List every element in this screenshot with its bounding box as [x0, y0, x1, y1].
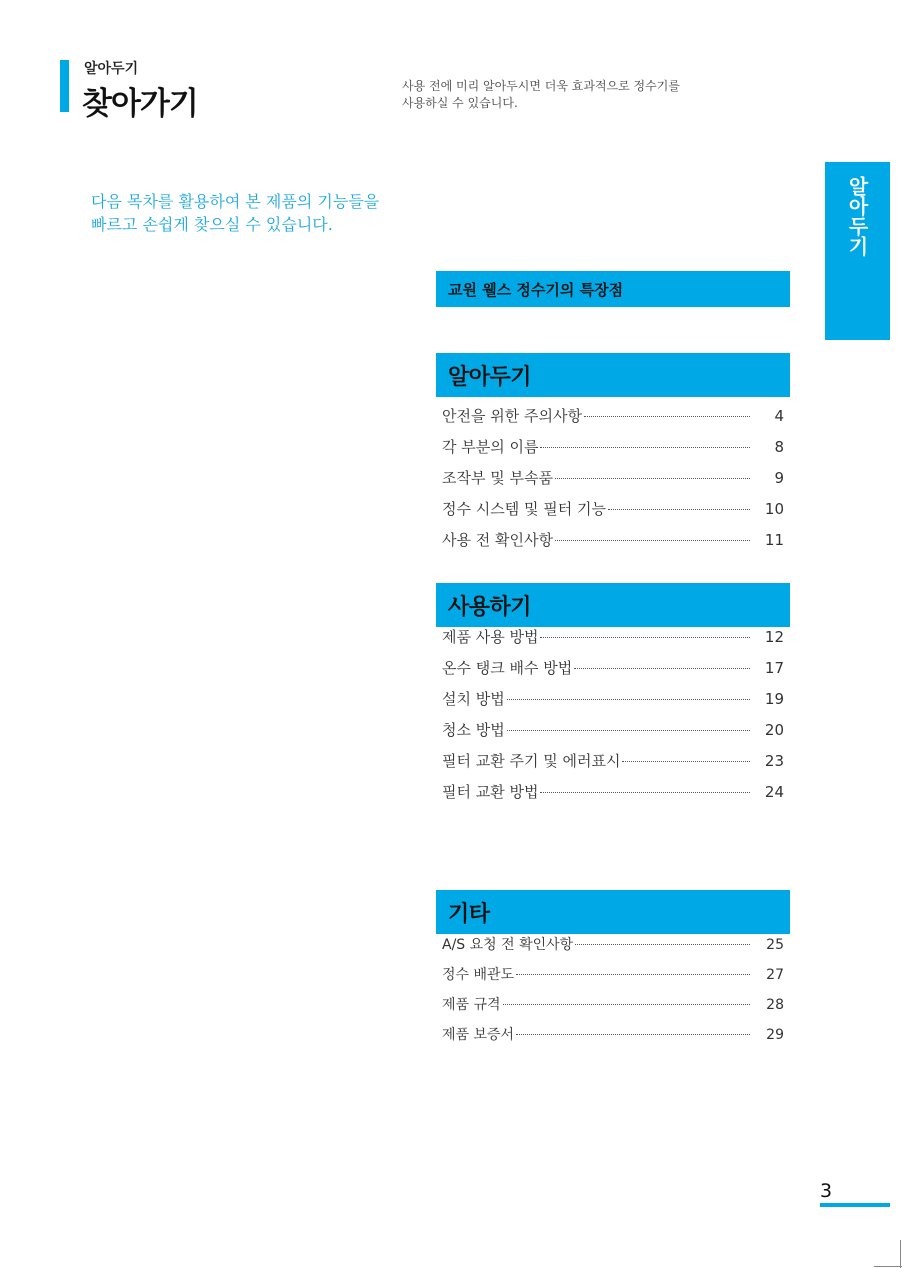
toc-leader-dots	[503, 1004, 750, 1005]
toc-item-label: A/S 요청 전 확인사항	[442, 937, 574, 953]
toc-item[interactable]	[442, 657, 784, 688]
toc-item-page: 24	[764, 783, 784, 801]
toc-item-page: 17	[764, 659, 784, 677]
toc-leader-dots	[608, 509, 750, 510]
toc-item[interactable]	[442, 688, 784, 719]
toc-leader-dots	[622, 761, 750, 762]
toc-item[interactable]	[442, 781, 784, 812]
toc-item[interactable]	[442, 994, 784, 1024]
toc-item[interactable]	[442, 405, 784, 436]
side-tab[interactable]	[825, 162, 890, 340]
header-description-line: 사용 전에 미리 알아두시면 더욱 효과적으로 정수기를	[402, 79, 680, 93]
toc-leader-dots	[555, 478, 750, 479]
toc-item-label: 제품 보증서	[442, 1027, 515, 1043]
toc-item[interactable]	[442, 934, 784, 964]
features-heading-label: 교원 웰스 정수기의 특장점	[448, 280, 624, 299]
intro-text	[91, 190, 379, 236]
toc-item-page: 12	[764, 628, 784, 646]
toc-item[interactable]	[442, 626, 784, 657]
toc-item-page: 9	[774, 469, 784, 487]
section-heading-etc[interactable]	[436, 890, 790, 934]
toc-item-label: 정수 배관도	[442, 967, 515, 983]
toc-leader-dots	[584, 416, 750, 417]
page-number: 3	[820, 1180, 833, 1202]
toc-item[interactable]	[442, 467, 784, 498]
toc-item[interactable]	[442, 719, 784, 750]
toc-item[interactable]	[442, 529, 784, 560]
toc-item-label: 설치 방법	[442, 690, 505, 708]
toc-leader-dots	[540, 792, 750, 793]
toc-leader-dots	[575, 944, 750, 945]
toc-item-label: 각 부분의 이름	[442, 438, 539, 456]
crop-mark-vertical	[900, 1240, 901, 1268]
toc-item-label: 제품 규격	[442, 997, 501, 1013]
toc-list-etc	[442, 934, 784, 1054]
toc-leader-dots	[540, 447, 750, 448]
toc-item-label: 청소 방법	[442, 721, 505, 739]
section-heading-label: 기타	[448, 901, 490, 927]
toc-leader-dots	[516, 1034, 750, 1035]
toc-item-label: 필터 교환 주기 및 에러표시	[442, 752, 621, 770]
toc-item-page: 19	[764, 690, 784, 708]
section-heading-label: 사용하기	[448, 594, 532, 620]
toc-item[interactable]	[442, 436, 784, 467]
toc-item-label: 조작부 및 부속품	[442, 469, 553, 487]
toc-item-label: 정수 시스템 및 필터 기능	[442, 500, 606, 518]
toc-item-page: 28	[766, 997, 784, 1013]
toc-item-label: 제품 사용 방법	[442, 628, 539, 646]
toc-leader-dots	[507, 699, 750, 700]
toc-leader-dots	[516, 974, 750, 975]
toc-leader-dots	[507, 730, 750, 731]
section-heading-label: 알아두기	[448, 364, 532, 390]
toc-item-page: 10	[764, 500, 784, 518]
crop-mark-horizontal	[874, 1266, 902, 1267]
toc-item[interactable]	[442, 1024, 784, 1054]
toc-item[interactable]	[442, 750, 784, 781]
header-description	[402, 78, 680, 112]
toc-item-page: 20	[764, 721, 784, 739]
toc-item-page: 4	[774, 407, 784, 425]
header-subtitle: 알아두기	[84, 61, 139, 77]
toc-leader-dots	[555, 540, 750, 541]
intro-line: 빠르고 손쉽게 찾으실 수 있습니다.	[91, 215, 333, 234]
toc-item-page: 29	[766, 1027, 784, 1043]
header-description-line: 사용하실 수 있습니다.	[402, 96, 518, 110]
section-heading-usage[interactable]	[436, 583, 790, 627]
features-heading[interactable]	[436, 271, 790, 307]
toc-item[interactable]	[442, 498, 784, 529]
toc-list-basics	[442, 405, 784, 560]
section-heading-basics[interactable]	[436, 353, 790, 397]
toc-leader-dots	[540, 637, 750, 638]
intro-line: 다음 목차를 활용하여 본 제품의 기능들을	[91, 192, 380, 211]
toc-item-label: 사용 전 확인사항	[442, 531, 553, 549]
side-tab-label: 알아두기	[845, 176, 869, 256]
page-title: 찾아가기	[82, 86, 198, 122]
page-number-underline	[820, 1203, 890, 1207]
toc-item-label: 안전을 위한 주의사항	[442, 407, 582, 425]
toc-item[interactable]	[442, 964, 784, 994]
toc-item-page: 25	[766, 937, 784, 953]
toc-item-label: 온수 탱크 배수 방법	[442, 659, 573, 677]
toc-leader-dots	[574, 668, 750, 669]
toc-item-page: 23	[764, 752, 784, 770]
toc-item-page: 8	[774, 438, 784, 456]
header-accent-bar	[60, 60, 69, 112]
toc-item-page: 27	[766, 967, 784, 983]
toc-item-label: 필터 교환 방법	[442, 783, 539, 801]
toc-item-page: 11	[764, 531, 784, 549]
toc-list-usage	[442, 626, 784, 812]
